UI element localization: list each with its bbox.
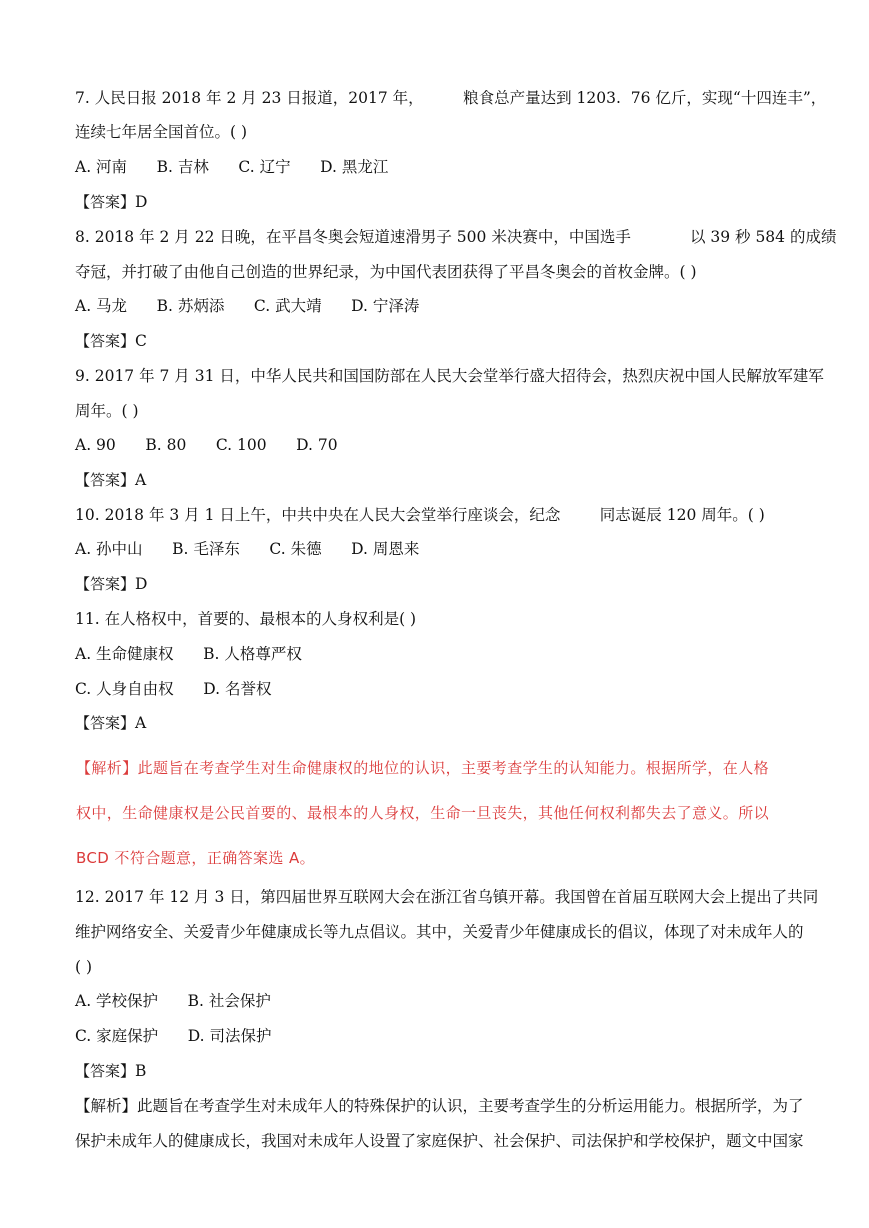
answer-label: 【答案】 <box>75 1062 136 1080</box>
question-9-line-2: 周年。( ) <box>75 402 139 420</box>
answer-value: C <box>135 332 147 350</box>
question-12-options-2: C. 家庭保护 D. 司法保护 <box>75 1027 272 1045</box>
question-8-options: A. 马龙 B. 苏炳添 C. 武大靖 D. 宁泽涛 <box>75 297 420 315</box>
question-12-answer <box>75 1061 146 1081</box>
answer-value: A <box>135 471 147 489</box>
question-9-options: A. 90 B. 80 C. 100 D. 70 <box>75 436 338 454</box>
question-11-analysis-line-2: 权中，生命健康权是公民首要的、最根本的人身权，生命一旦丧失，其他任何权利都失去了意义。所以 <box>76 804 770 822</box>
answer-value: A <box>135 714 147 732</box>
question-10-answer <box>75 574 147 594</box>
question-8-line-1: 8. 2018 年 2 月 22 日晚，在平昌冬奥会短道速滑男子 500 米决赛中，中国选手 以 39 秒 584 的成绩 <box>75 228 837 246</box>
question-7-line-1: 7. 人民日报 2018 年 2 月 23 日报道，2017 年， 粮食总产量达到 1203. 76 亿斤，实现“十四连丰”， <box>75 89 827 107</box>
question-9-answer <box>75 470 146 490</box>
question-11-options-2: C. 人身自由权 D. 名誉权 <box>75 680 272 698</box>
question-7-line-2: 连续七年居全国首位。( ) <box>75 123 248 141</box>
question-8-answer <box>75 331 147 351</box>
question-11-options-1: A. 生命健康权 B. 人格尊严权 <box>75 645 302 663</box>
question-7-options: A. 河南 B. 吉林 C. 辽宁 D. 黑龙江 <box>75 158 389 176</box>
question-10-line-1: 10. 2018 年 3 月 1 日上午，中共中央在人民大会堂举行座谈会，纪念 同志诞辰 120 周年。( ) <box>75 506 765 524</box>
question-12-analysis-line-2: 保护未成年人的健康成长，我国对未成年人设置了家庭保护、社会保护、司法保护和学校保护，题文中国家 <box>75 1132 804 1150</box>
question-12-line-2: 维护网络安全、关爱青少年健康成长等九点倡议。其中，关爱青少年健康成长的倡议，体现了对未成年人的 <box>75 923 804 941</box>
answer-label: 【答案】 <box>75 332 136 350</box>
answer-label: 【答案】 <box>75 193 136 211</box>
question-12-options-1: A. 学校保护 B. 社会保护 <box>75 992 271 1010</box>
question-10-options: A. 孙中山 B. 毛泽东 C. 朱德 D. 周恩来 <box>75 540 420 558</box>
answer-value: D <box>135 575 148 593</box>
answer-value: D <box>135 193 148 211</box>
question-9-line-1: 9. 2017 年 7 月 31 日，中华人民共和国国防部在人民大会堂举行盛大招待会，热烈庆祝中国人民解放军建军 <box>75 367 824 385</box>
answer-label: 【答案】 <box>75 471 136 489</box>
question-11-answer <box>75 713 146 733</box>
question-8-line-2: 夺冠，并打破了由他自己创造的世界纪录，为中国代表团获得了平昌冬奥会的首枚金牌。( ) <box>75 263 697 281</box>
answer-value: B <box>135 1062 147 1080</box>
question-11-line-1: 11. 在人格权中，首要的、最根本的人身权利是( ) <box>75 610 417 628</box>
question-12-analysis-line-1: 【解析】此题旨在考查学生对未成年人的特殊保护的认识，主要考查学生的分析运用能力。根据所学，为了 <box>75 1097 804 1115</box>
question-11-analysis-line-3: BCD 不符合题意，正确答案选 A。 <box>76 849 316 867</box>
question-12-line-1: 12. 2017 年 12 月 3 日，第四届世界互联网大会在浙江省乌镇开幕。我国曾在首届互联网大会上提出了共同 <box>75 888 819 906</box>
question-11-analysis-line-1: 【解析】此题旨在考查学生对生命健康权的地位的认识，主要考查学生的认知能力。根据所学，在人格 <box>76 759 770 777</box>
answer-label: 【答案】 <box>75 575 136 593</box>
question-12-line-3: ( ) <box>75 958 93 976</box>
question-7-answer <box>75 192 147 212</box>
answer-label: 【答案】 <box>75 714 136 732</box>
